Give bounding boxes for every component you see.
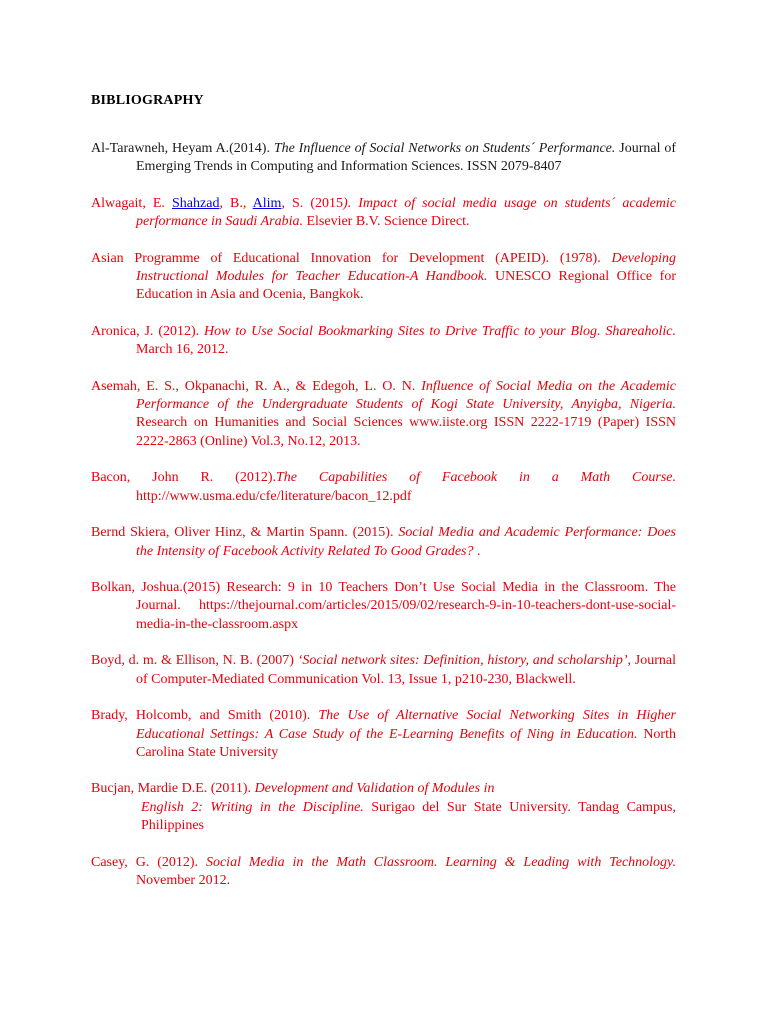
entry-source: Research on Humanities and Social Sciences www.iiste.org ISSN 2222-1719 (Paper) ISSN 2222-2863 (Online) Vol.3, No.12, 2013. [136,415,676,449]
entry-author: Asian Programme of Educational Innovation for Development (APEID). (1978). [91,250,612,266]
entry-author-sep: , B., [219,195,253,211]
bib-entry-bucjan [91,780,676,835]
entry-title: ‘Social network sites: Definition, history, and scholarship’ [297,653,628,669]
entry-title: ). Impact of social media usage on students´ academic performance in Saudi Arabia. [136,195,676,230]
entry-title: The Use of Alternative Social Networking Sites in Higher Educational Settings: A Case Study of the E-Learning Benefits of Ning in Education. [136,708,676,742]
bib-entry-aronica [91,323,676,360]
bib-entry-bolkan [91,579,676,634]
entry-author: Bacon, John R. (2012). [91,470,276,486]
entry-author: Bucjan, Mardie D.E. (2011). [91,781,255,797]
bib-entry-bacon [91,469,676,506]
bib-entry-alwagait [91,195,676,232]
entry-title: Influence of Social Media on the Academic Performance of the Undergraduate Students of Kogi State University, Anyigba, Nigeria. [136,378,676,413]
entry-title: How to Use Social Bookmarking Sites to Drive Traffic to your Blog. Shareaholic. [204,323,676,339]
entry-author: Aronica, J. (2012). [91,323,205,339]
entry-source: , Journal of Computer-Mediated Communication Vol. 13, Issue 1, p210-230, Blackwell. [136,653,676,687]
entry-source: Journal of Emerging Trends in Computing and Information Sciences. ISSN 2079-8407 [136,141,676,175]
entry-author: Casey, G. (2012). [91,854,206,870]
bib-entry-casey [91,854,676,891]
entry-source: Elsevier B.V. Science Direct. [302,214,470,230]
bib-entry-skiera [91,524,676,561]
bib-entry-al-tarawneh [91,140,676,177]
entry-title: Development and Validation of Modules in [254,781,495,797]
entry-title: Social Media and Academic Performance: Does the Intensity of Facebook Activity Related To Good Grades? [136,525,676,559]
page-title: BIBLIOGRAPHY [91,93,204,108]
bib-entry-boyd [91,652,676,689]
bib-entry-brady [91,707,676,762]
entry-author: Brady, Holcomb, and Smith (2010). [91,708,319,724]
entry-source: http://www.usma.edu/cfe/literature/bacon_12.pdf [136,488,412,504]
author-link-alim[interactable]: Alim [252,195,282,211]
entry-author: Asemah, E. S., Okpanachi, R. A., & Edegoh, L. O. N. [91,378,422,394]
bib-entry-asemah [91,378,676,451]
entry-author: Boyd, d. m. & Ellison, N. B. (2007) [91,653,298,669]
entry-author-sep: , S. (2015 [281,195,344,211]
entry-source: . [473,543,481,559]
entry-source: North Carolina State University [136,726,676,760]
entry-author: Alwagait, E. [91,195,173,211]
entry-source: UNESCO Regional Office for Education in Asia and Ocenia, Bangkok. [136,269,676,303]
entry-source: Surigao del Sur State University. Tandag Campus, Philippines [141,799,676,833]
author-link-shahzad[interactable]: Shahzad [172,195,220,211]
entry-author: Al-Tarawneh, Heyam A.(2014). [91,141,274,156]
bib-entry-apeid [91,250,676,305]
entry-title: The Capabilities of Facebook in a Math Course. [275,470,676,486]
entry-title: Developing Instructional Modules for Teacher Education-A Handbook. [136,250,676,285]
entry-author: Bernd Skiera, Oliver Hinz, & Martin Spann. (2015). [91,525,399,541]
entry-title: The Influence of Social Networks on Students´ Performance. [273,141,616,156]
entry-source: November 2012. [136,872,231,888]
entry-title: Social Media in the Math Classroom. Learning & Leading with Technology. [205,854,676,870]
entry-continuation [136,799,676,836]
entry-text: Bolkan, Joshua.(2015) Research: 9 in 10 Teachers Don’t Use Social Media in the Classroom. The Journal. https://thejournal.com/articles/2015/09/02/research-9-in-10-teachers-dont-use-social-media-in-the-classroom.aspx [91,580,676,632]
bibliography-list [91,140,676,908]
entry-source: March 16, 2012. [136,342,229,358]
entry-title-2: English 2: Writing in the Discipline. [141,799,364,815]
